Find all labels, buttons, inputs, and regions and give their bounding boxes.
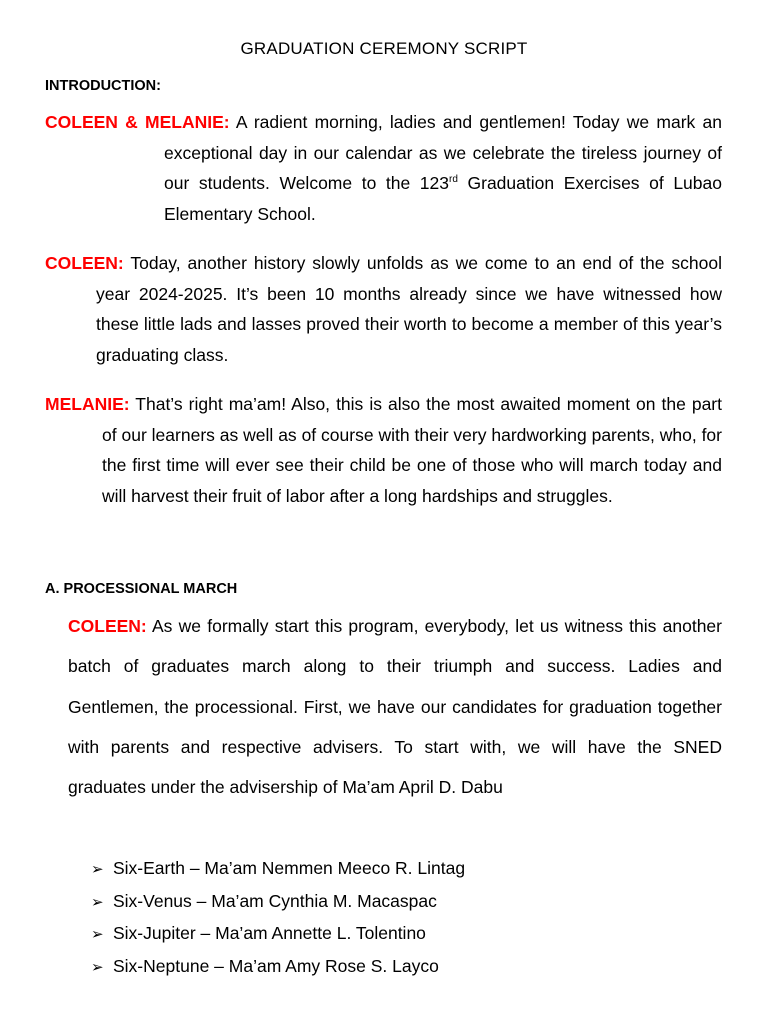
speaker-label: COLEEN & MELANIE: bbox=[45, 112, 230, 132]
ordinal-suffix: rd bbox=[449, 174, 458, 185]
paragraph-text: That’s right ma’am! Also, this is also the most awaited moment on the part of our learners as well as of course with their very hardworking parents, who, for the first time will ever see their child be one of those who will march today and will harvest their fruit of labor after a long hardships and struggles. bbox=[102, 394, 722, 506]
advisers-list bbox=[91, 853, 465, 983]
processional-paragraph bbox=[68, 606, 722, 807]
list-item: ➢ Six-Earth – Ma’am Nemmen Meeco R. Lintag bbox=[91, 853, 465, 886]
paragraph-text: Graduation Exercises of Lubao Elementary School. bbox=[164, 173, 722, 224]
arrow-bullet-icon: ➢ bbox=[91, 893, 104, 911]
list-item: ➢ Six-Neptune – Ma’am Amy Rose S. Layco bbox=[91, 951, 465, 984]
arrow-bullet-icon: ➢ bbox=[91, 861, 104, 878]
introduction-heading: INTRODUCTION: bbox=[45, 78, 161, 94]
document-title: GRADUATION CEREMONY SCRIPT bbox=[240, 39, 528, 58]
intro-paragraph-1 bbox=[45, 107, 722, 229]
arrow-bullet-icon: ➢ bbox=[91, 926, 104, 943]
speaker-label: MELANIE: bbox=[45, 394, 130, 414]
speaker-label: COLEEN: bbox=[68, 616, 147, 636]
list-item: ➢ Six-Jupiter – Ma’am Annette L. Tolentino bbox=[91, 918, 465, 951]
arrow-bullet-icon: ➢ bbox=[91, 958, 104, 976]
speaker-label: COLEEN: bbox=[45, 253, 124, 273]
intro-paragraph-2 bbox=[45, 248, 722, 370]
paragraph-text: A radient morning, ladies and gentlemen! Today we mark an exceptional day in our calendar as we celebrate the tireless journey of our students. Welcome to the 123 bbox=[164, 112, 722, 193]
list-item: ➢ Six-Venus – Ma’am Cynthia M. Macaspac bbox=[91, 886, 465, 919]
intro-paragraph-3 bbox=[45, 389, 722, 511]
paragraph-text: Today, another history slowly unfolds as we come to an end of the school year 2024-2025. It’s been 10 months already since we have witnessed how these little lads and lasses proved their worth to become a member of this year’s graduating class. bbox=[96, 253, 722, 365]
processional-heading: A. PROCESSIONAL MARCH bbox=[45, 581, 238, 597]
paragraph-text: As we formally start this program, everybody, let us witness this another batch of graduates march along to their triumph and success. Ladies and Gentlemen, the processional. First, we have our candidates for graduation together with parents and respective advisers. To start with, we will have the SNED graduates under the advisership of Ma’am April D. Dabu bbox=[68, 616, 722, 798]
